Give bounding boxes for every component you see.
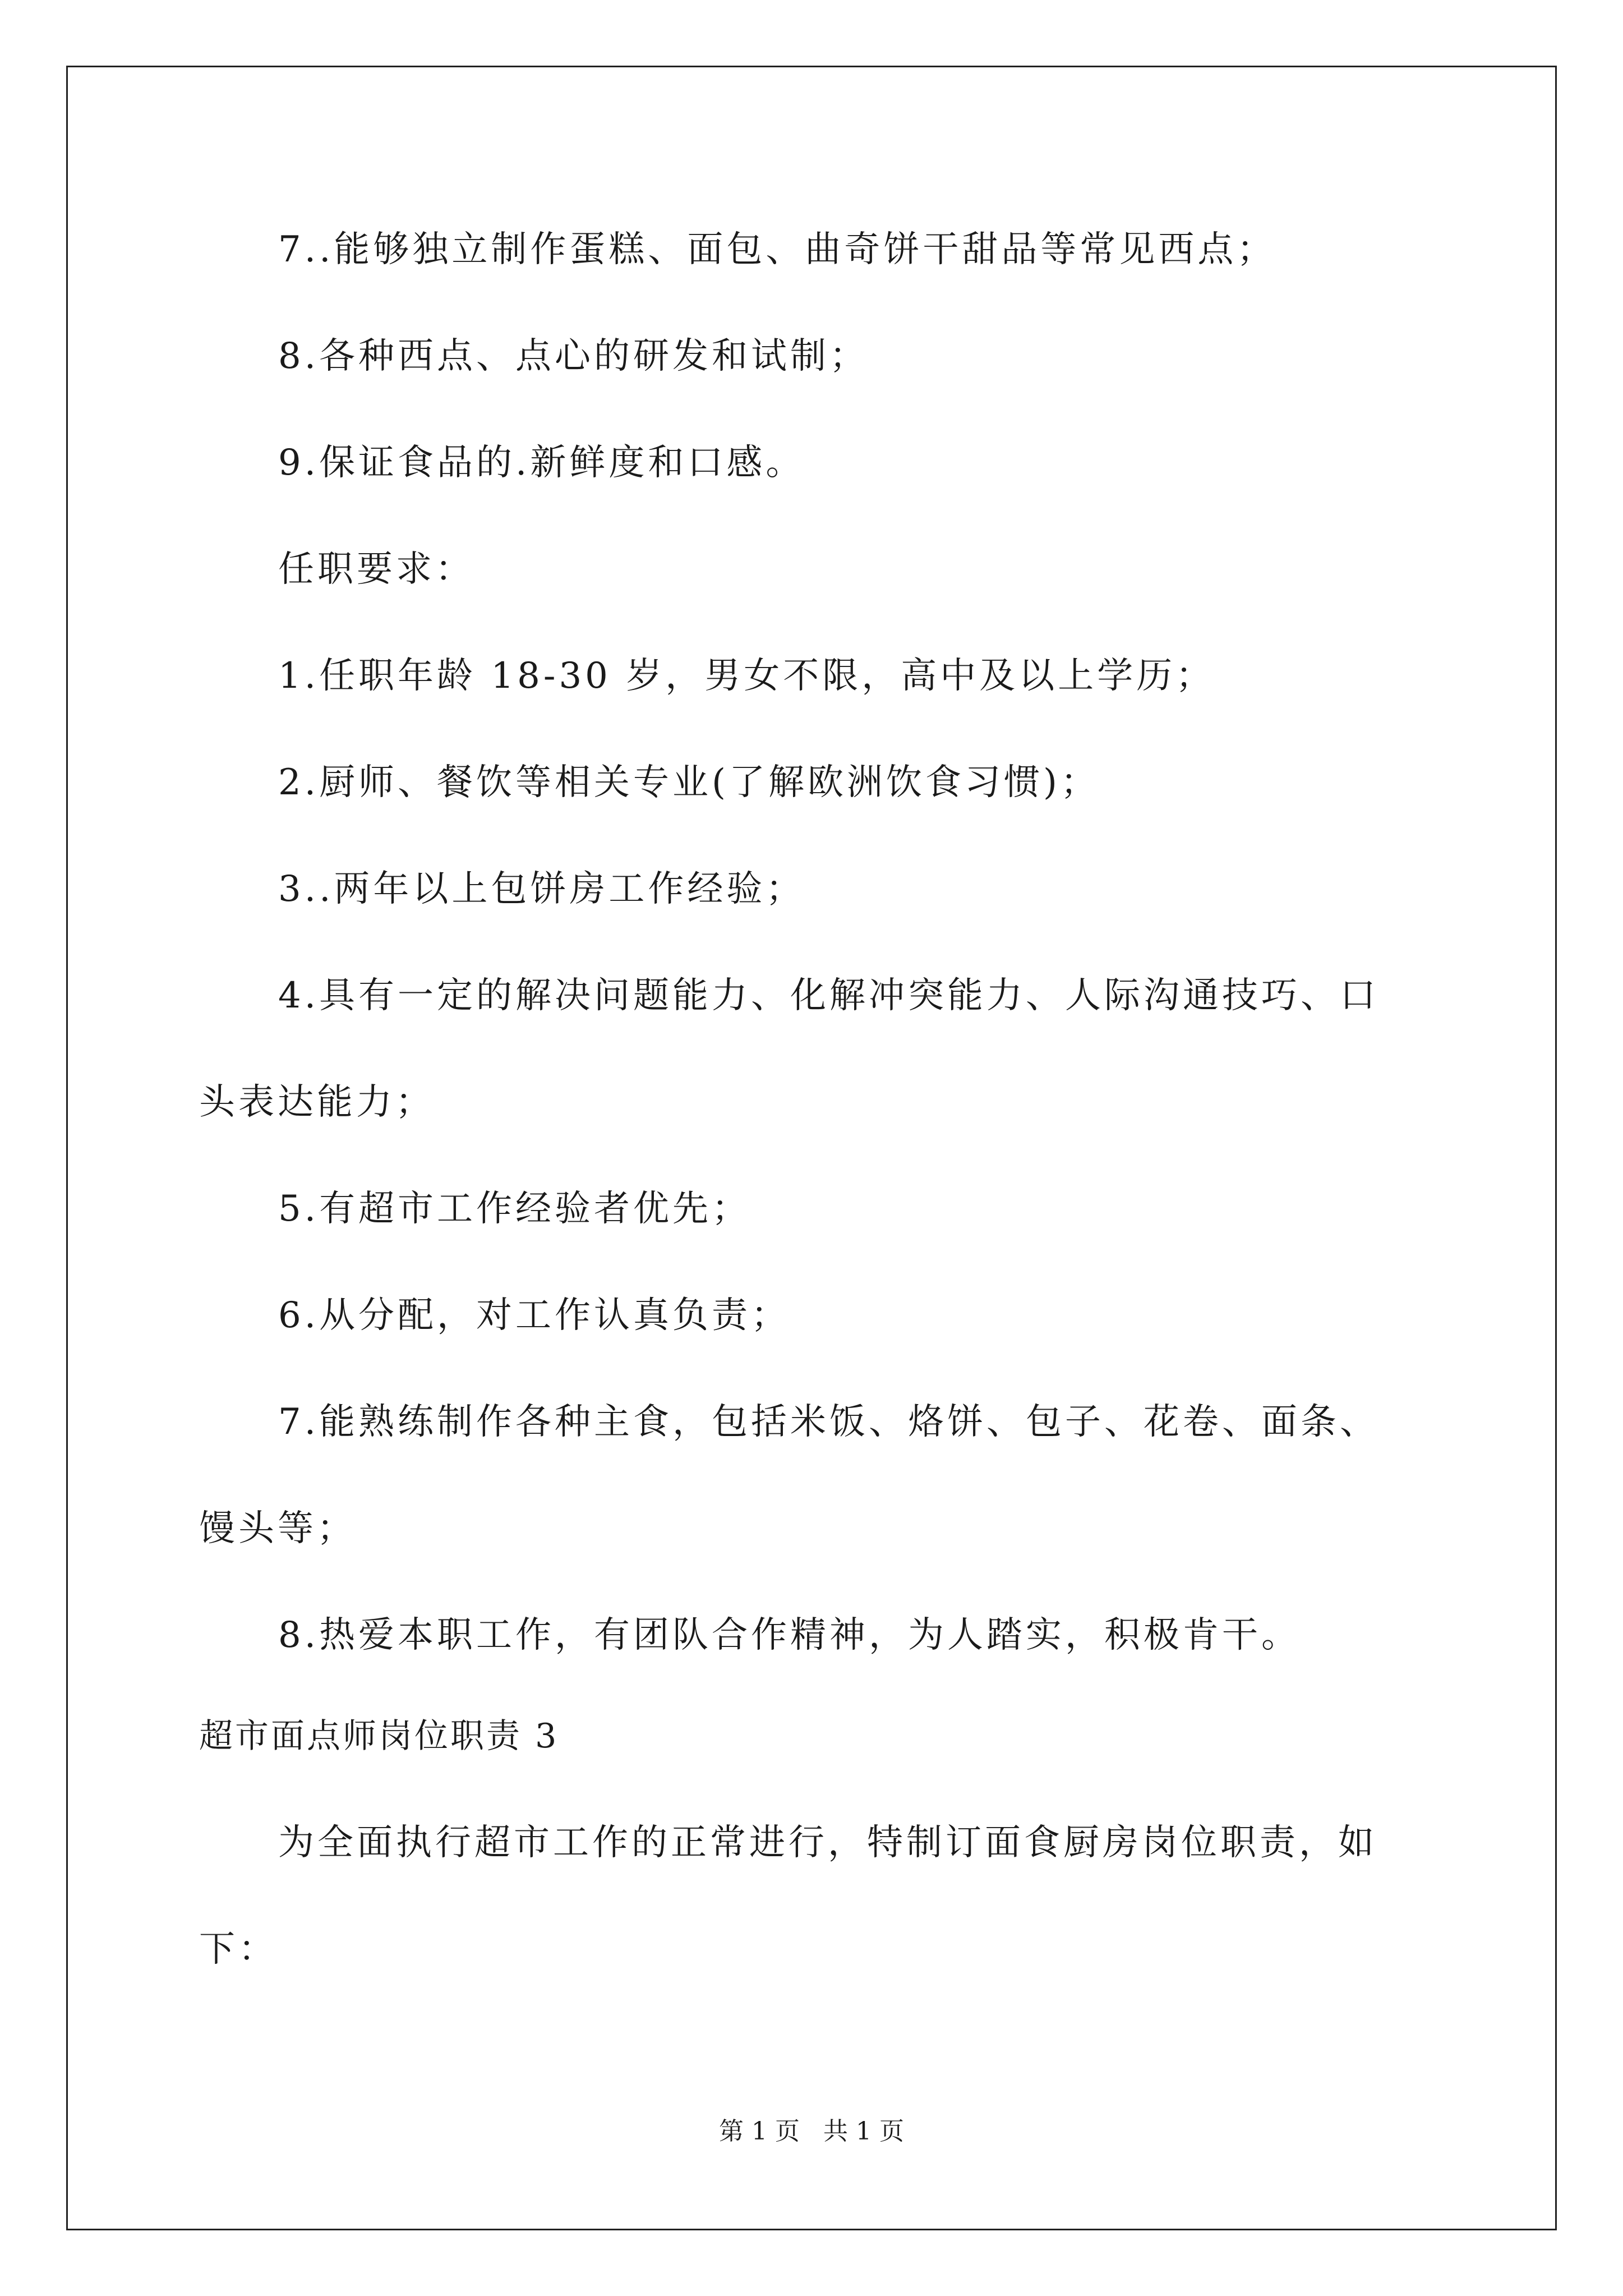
section-heading: 超市面点师岗位职责 3 [199,1717,559,1756]
paragraph-line: 下： [199,1929,278,1970]
page-footer: 第 1 页 共 1 页 [719,2117,904,2146]
paragraph-line: 馒头等； [199,1508,356,1549]
paragraph-line: 7..能够独立制作蛋糕、面包、曲奇饼干甜品等常见西点； [278,229,1276,270]
paragraph-line: 8.热爱本职工作，有团队合作精神，为人踏实，积极肯干。 [278,1614,1301,1656]
paragraph-line: 为全面执行超市工作的正常进行，特制订面食厨房岗位职责，如 [278,1822,1377,1864]
paragraph-line: 6.从分配，对工作认真负责； [278,1295,791,1336]
paragraph-line: 任职要求： [278,549,474,590]
page-border [66,66,1557,2230]
paragraph-line: 3..两年以上包饼房工作经验； [278,868,805,910]
paragraph-line: 8.各种西点、点心的研发和试制； [278,335,869,377]
paragraph-line: 7.能熟练制作各种主食，包括米饭、烙饼、包子、花卷、面条、 [278,1401,1380,1443]
paragraph-line: 4.具有一定的解决问题能力、化解冲突能力、人际沟通技巧、口 [278,975,1380,1016]
paragraph-line: 2.厨师、餐饮等相关专业(了解欧洲饮食习惯)； [278,762,1100,803]
paragraph-line: 1.任职年龄 18-30 岁，男女不限，高中及以上学历； [278,655,1215,697]
paragraph-line: 5.有超市工作经验者优先； [278,1188,751,1230]
paragraph-line: 9.保证食品的.新鲜度和口感。 [278,442,805,484]
paragraph-line: 头表达能力； [199,1082,435,1123]
